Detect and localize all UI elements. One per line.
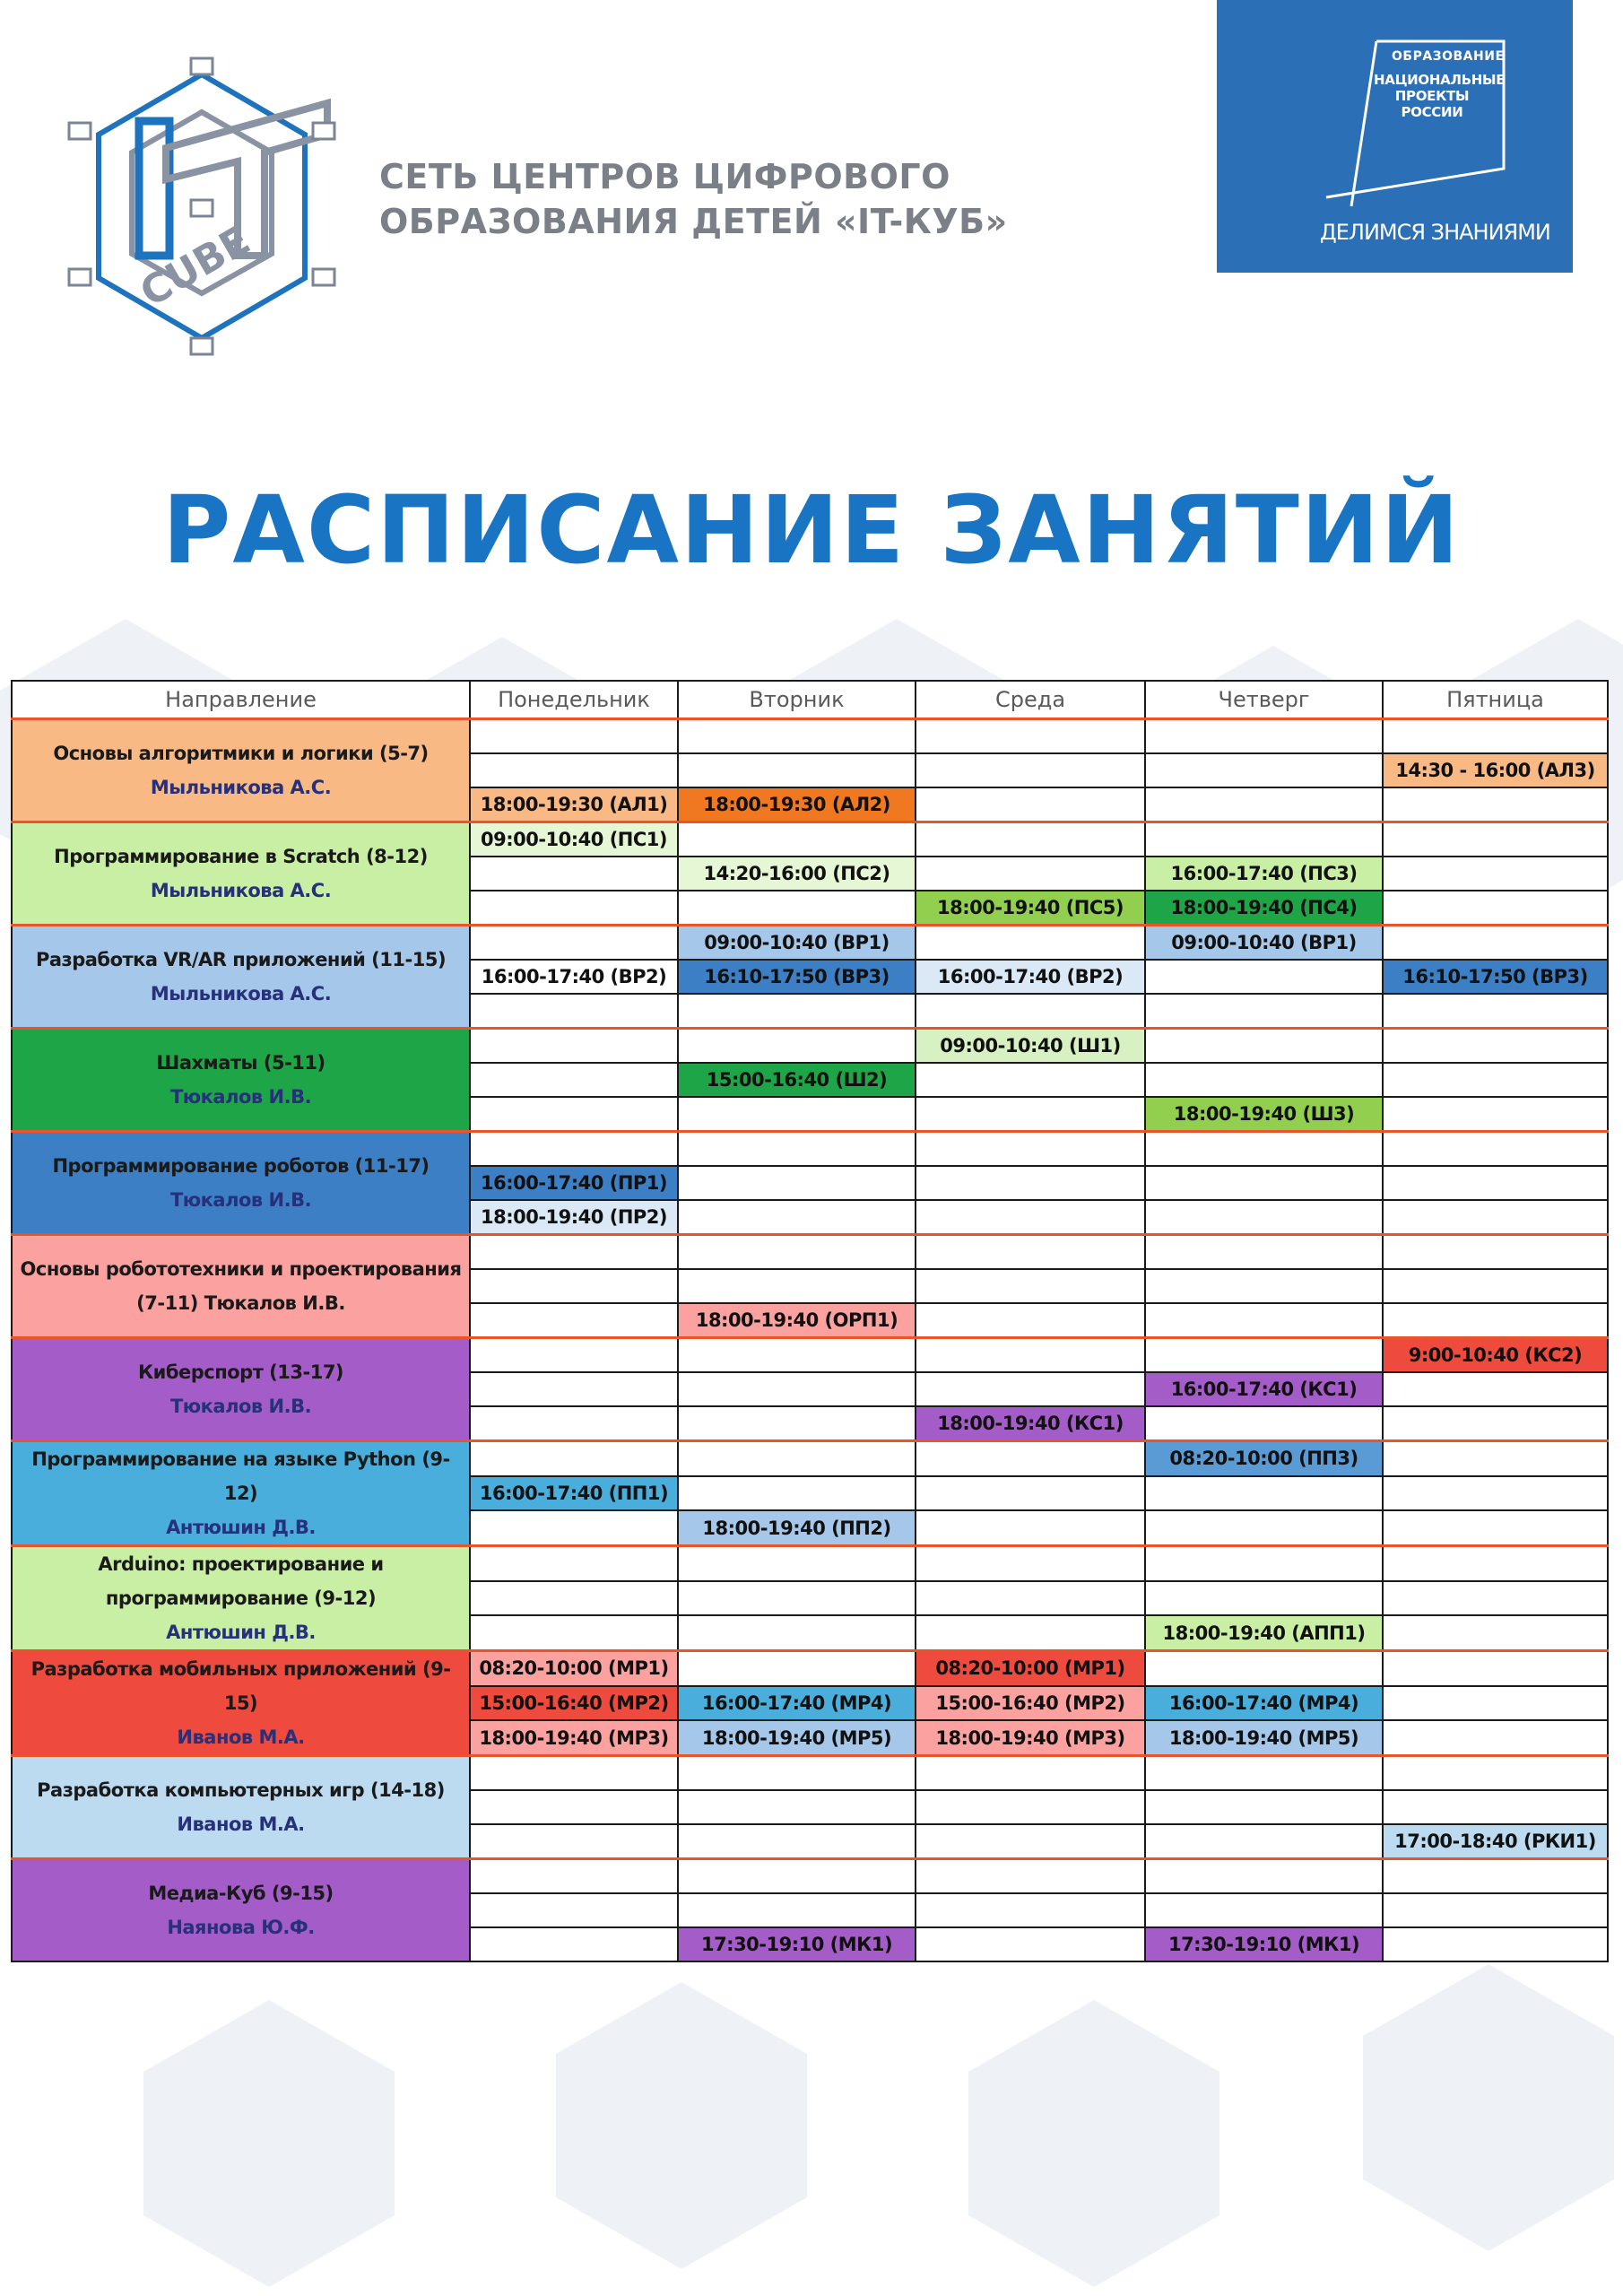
schedule-cell xyxy=(678,1269,916,1303)
direction-teacher: Иванов М.А. xyxy=(177,1813,305,1835)
schedule-cell xyxy=(678,753,916,787)
schedule-cell xyxy=(916,1859,1145,1894)
schedule-cell xyxy=(1145,1581,1383,1616)
schedule-cell: 18:00-19:40 (АПП1) xyxy=(1145,1615,1383,1650)
direction-name: Разработка мобильных приложений (9-15) xyxy=(30,1658,451,1714)
table-row xyxy=(12,1132,1608,1167)
table-row xyxy=(12,1546,1608,1581)
schedule-cell xyxy=(916,719,1145,754)
schedule-cell xyxy=(1383,719,1608,754)
schedule-cell xyxy=(678,1132,916,1167)
schedule-cell xyxy=(1145,1790,1383,1824)
schedule-cell xyxy=(1145,719,1383,754)
schedule-cell: 15:00-16:40 (Ш2) xyxy=(678,1063,916,1097)
schedule-cell xyxy=(470,1615,678,1650)
schedule-cell: 16:00-17:40 (МР4) xyxy=(678,1686,916,1721)
direction-name: Разработка VR/AR приложений (11-15) xyxy=(35,949,447,970)
direction-cell xyxy=(12,1441,470,1546)
schedule-cell xyxy=(470,1546,678,1581)
direction-teacher: Антюшин Д.В. xyxy=(166,1517,316,1538)
schedule-cell: 18:00-19:40 (Ш3) xyxy=(1145,1097,1383,1132)
schedule-cell xyxy=(678,994,916,1029)
schedule-body xyxy=(12,719,1608,1962)
schedule-cell xyxy=(470,1510,678,1545)
schedule-cell: 09:00-10:40 (ПС1) xyxy=(470,822,678,857)
schedule-cell: 18:00-19:30 (АЛ2) xyxy=(678,787,916,822)
table-row xyxy=(12,1756,1608,1791)
schedule-cell xyxy=(916,1510,1145,1545)
direction-teacher: Наянова Ю.Ф. xyxy=(167,1917,315,1938)
schedule-cell xyxy=(678,1476,916,1511)
schedule-cell xyxy=(1383,1720,1608,1755)
schedule-cell xyxy=(678,1651,916,1686)
schedule-cell: 09:00-10:40 (ВР1) xyxy=(678,926,916,961)
schedule-cell xyxy=(1145,1756,1383,1791)
schedule-cell xyxy=(470,1097,678,1132)
schedule-cell xyxy=(1383,926,1608,961)
schedule-cell xyxy=(916,1200,1145,1235)
schedule-cell xyxy=(470,1581,678,1616)
direction-cell xyxy=(12,1651,470,1756)
schedule-cell xyxy=(1145,1859,1383,1894)
direction-teacher: Антюшин Д.В. xyxy=(166,1622,316,1643)
schedule-cell xyxy=(678,1235,916,1270)
direction-name: Основы алгоритмики и логики (5-7) xyxy=(53,743,429,764)
schedule-cell xyxy=(1145,1824,1383,1859)
schedule-cell xyxy=(916,1269,1145,1303)
col-header: Пятница xyxy=(1383,681,1608,719)
schedule-cell xyxy=(916,1756,1145,1791)
schedule-cell xyxy=(470,1132,678,1167)
schedule-cell: 9:00-10:40 (КС2) xyxy=(1383,1338,1608,1373)
schedule-cell xyxy=(1145,1510,1383,1545)
schedule-cell: 18:00-19:40 (ОРП1) xyxy=(678,1303,916,1338)
direction-teacher: Иванов М.А. xyxy=(177,1726,305,1748)
schedule-cell xyxy=(1145,960,1383,994)
schedule-cell xyxy=(916,1097,1145,1132)
badge-top-text: ОБРАЗОВАНИЕ xyxy=(1392,49,1505,64)
badge-mid-line2: ПРОЕКТЫ xyxy=(1394,88,1470,104)
schedule-cell xyxy=(916,994,1145,1029)
schedule-cell xyxy=(1383,1132,1608,1167)
schedule-cell xyxy=(916,1132,1145,1167)
schedule-cell xyxy=(1145,1200,1383,1235)
schedule-cell xyxy=(916,1927,1145,1961)
direction-cell xyxy=(12,1338,470,1441)
schedule-cell xyxy=(1145,787,1383,822)
schedule-cell: 09:00-10:40 (Ш1) xyxy=(916,1029,1145,1064)
direction-cell xyxy=(12,1859,470,1962)
schedule-cell xyxy=(470,857,678,891)
direction-cell xyxy=(12,1756,470,1859)
schedule-cell xyxy=(916,1372,1145,1406)
schedule-cell: 16:00-17:40 (ВР2) xyxy=(470,960,678,994)
direction-name: Шахматы (5-11) xyxy=(156,1052,325,1074)
schedule-cell xyxy=(470,1063,678,1097)
schedule-cell xyxy=(1145,1893,1383,1927)
schedule-cell: 17:30-19:10 (МК1) xyxy=(1145,1927,1383,1961)
schedule-cell xyxy=(1145,1338,1383,1373)
schedule-cell xyxy=(916,857,1145,891)
schedule-cell: 16:00-17:40 (ПП1) xyxy=(470,1476,678,1511)
direction-teacher: Тюкалов И.В. xyxy=(169,1189,312,1211)
direction-teacher: Тюкалов И.В. xyxy=(169,1086,312,1108)
direction-name: Основы робототехники и проектирования (7-11) Тюкалов И.В. xyxy=(20,1258,462,1314)
national-projects-badge xyxy=(1217,0,1573,273)
schedule-cell xyxy=(1383,787,1608,822)
direction-cell xyxy=(12,719,470,822)
schedule-cell xyxy=(678,1406,916,1441)
schedule-cell xyxy=(1383,1893,1608,1927)
schedule-cell xyxy=(916,1581,1145,1616)
schedule-cell xyxy=(1145,1546,1383,1581)
schedule-cell xyxy=(916,1824,1145,1859)
direction-name: Arduino: проектирование и программирование (9-12) xyxy=(98,1553,384,1609)
schedule-cell xyxy=(916,1338,1145,1373)
schedule-cell xyxy=(470,719,678,754)
schedule-cell xyxy=(678,1029,916,1064)
badge-bottom-text: ДЕЛИМСЯ ЗНАНИЯМИ xyxy=(1320,220,1550,245)
schedule-cell xyxy=(470,1756,678,1791)
schedule-cell xyxy=(678,1200,916,1235)
schedule-cell xyxy=(470,1029,678,1064)
badge-mid-line1: НАЦИОНАЛЬНЫЕ xyxy=(1374,72,1506,88)
schedule-cell xyxy=(1383,1303,1608,1338)
col-header: Среда xyxy=(916,681,1145,719)
schedule-cell: 18:00-19:40 (МР3) xyxy=(916,1720,1145,1755)
org-name-line2: ОБРАЗОВАНИЯ ДЕТЕЙ «IT-КУБ» xyxy=(379,202,1008,241)
schedule-cell: 16:00-17:40 (КС1) xyxy=(1145,1372,1383,1406)
schedule-cell: 17:00-18:40 (РКИ1) xyxy=(1383,1824,1608,1859)
schedule-cell: 14:20-16:00 (ПС2) xyxy=(678,857,916,891)
schedule-cell xyxy=(916,1893,1145,1927)
schedule-cell: 18:00-19:40 (МР3) xyxy=(470,1720,678,1755)
direction-name: Программирование в Scratch (8-12) xyxy=(54,846,428,867)
schedule-cell xyxy=(470,1235,678,1270)
table-row xyxy=(12,719,1608,754)
header-row xyxy=(12,681,1608,719)
schedule-cell: 18:00-19:40 (ПП2) xyxy=(678,1510,916,1545)
schedule-cell xyxy=(1383,1166,1608,1200)
schedule-cell xyxy=(1145,1132,1383,1167)
schedule-cell xyxy=(1383,1200,1608,1235)
schedule-cell xyxy=(1383,1476,1608,1511)
direction-name: Киберспорт (13-17) xyxy=(137,1361,344,1383)
svg-text:CUBE: CUBE xyxy=(133,217,258,317)
schedule-cell xyxy=(678,1893,916,1927)
schedule-cell: 18:00-19:40 (МР5) xyxy=(1145,1720,1383,1755)
schedule-cell xyxy=(916,1790,1145,1824)
table-row xyxy=(12,1338,1608,1373)
schedule-cell xyxy=(1383,857,1608,891)
direction-teacher: Мыльникова А.С. xyxy=(150,880,332,901)
schedule-cell xyxy=(470,994,678,1029)
schedule-cell xyxy=(1383,1406,1608,1441)
schedule-cell: 16:00-17:40 (ПС3) xyxy=(1145,857,1383,891)
schedule-cell xyxy=(678,1441,916,1476)
table-row xyxy=(12,1235,1608,1270)
schedule-cell xyxy=(1383,1546,1608,1581)
schedule-cell xyxy=(1145,822,1383,857)
schedule-cell xyxy=(1383,822,1608,857)
schedule-cell xyxy=(1145,1303,1383,1338)
schedule-cell xyxy=(1383,1097,1608,1132)
schedule-cell: 08:20-10:00 (МР1) xyxy=(470,1651,678,1686)
direction-name: Программирование роботов (11-17) xyxy=(52,1155,430,1177)
direction-cell xyxy=(12,926,470,1029)
table-row xyxy=(12,1441,1608,1476)
direction-cell xyxy=(12,1029,470,1132)
schedule-cell xyxy=(1145,1269,1383,1303)
schedule-cell xyxy=(916,1615,1145,1650)
direction-teacher: Мыльникова А.С. xyxy=(150,983,332,1004)
schedule-cell xyxy=(916,1166,1145,1200)
schedule-cell xyxy=(1383,1756,1608,1791)
schedule-cell xyxy=(678,1372,916,1406)
schedule-cell xyxy=(1383,1029,1608,1064)
schedule-cell xyxy=(1383,891,1608,926)
direction-cell xyxy=(12,1546,470,1651)
schedule-cell: 18:00-19:40 (МР5) xyxy=(678,1720,916,1755)
schedule-cell: 08:20-10:00 (МР1) xyxy=(916,1651,1145,1686)
schedule-cell xyxy=(1145,1406,1383,1441)
schedule-cell xyxy=(470,1406,678,1441)
table-row xyxy=(12,822,1608,857)
schedule-cell xyxy=(470,1893,678,1927)
schedule-cell: 18:00-19:30 (АЛ1) xyxy=(470,787,678,822)
schedule-cell: 17:30-19:10 (МК1) xyxy=(678,1927,916,1961)
schedule-cell: 16:00-17:40 (ПР1) xyxy=(470,1166,678,1200)
schedule-cell xyxy=(678,822,916,857)
badge-mid-text xyxy=(1374,72,1506,120)
schedule-cell xyxy=(470,1927,678,1961)
schedule-cell xyxy=(1145,1029,1383,1064)
schedule-cell: 18:00-19:40 (ПС4) xyxy=(1145,891,1383,926)
schedule-cell xyxy=(678,1338,916,1373)
direction-cell xyxy=(12,1132,470,1235)
schedule-cell xyxy=(1145,1063,1383,1097)
schedule-cell xyxy=(470,1338,678,1373)
schedule-cell xyxy=(916,1441,1145,1476)
schedule-cell xyxy=(916,926,1145,961)
schedule-cell: 16:00-17:40 (МР4) xyxy=(1145,1686,1383,1721)
table-row xyxy=(12,1651,1608,1686)
org-name xyxy=(379,154,1097,244)
schedule-cell xyxy=(470,926,678,961)
schedule-cell xyxy=(470,1859,678,1894)
schedule-cell xyxy=(678,1166,916,1200)
schedule-cell xyxy=(678,1546,916,1581)
schedule-cell xyxy=(1145,1235,1383,1270)
schedule-cell: 08:20-10:00 (ПП3) xyxy=(1145,1441,1383,1476)
schedule-cell xyxy=(916,822,1145,857)
col-header: Четверг xyxy=(1145,681,1383,719)
schedule-cell xyxy=(470,1824,678,1859)
schedule-cell xyxy=(916,753,1145,787)
direction-name: Программирование на языке Python (9-12) xyxy=(31,1448,450,1504)
schedule-cell xyxy=(1383,1790,1608,1824)
schedule-cell xyxy=(1145,994,1383,1029)
schedule-cell xyxy=(678,719,916,754)
schedule-cell xyxy=(916,1546,1145,1581)
schedule-cell xyxy=(1145,1651,1383,1686)
schedule-cell xyxy=(678,1790,916,1824)
schedule-cell xyxy=(1383,1441,1608,1476)
schedule-cell xyxy=(678,1097,916,1132)
schedule-cell: 18:00-19:40 (ПР2) xyxy=(470,1200,678,1235)
schedule-cell xyxy=(678,1824,916,1859)
schedule-cell xyxy=(470,1303,678,1338)
schedule-cell xyxy=(678,1756,916,1791)
direction-teacher: Тюкалов И.В. xyxy=(169,1396,312,1417)
schedule-cell xyxy=(916,1476,1145,1511)
schedule-cell: 15:00-16:40 (МР2) xyxy=(916,1686,1145,1721)
schedule-cell: 09:00-10:40 (ВР1) xyxy=(1145,926,1383,961)
table-row xyxy=(12,1859,1608,1894)
schedule-cell xyxy=(1383,1615,1608,1650)
schedule-cell: 18:00-19:40 (КС1) xyxy=(916,1406,1145,1441)
org-name-line1: СЕТЬ ЦЕНТРОВ ЦИФРОВОГО xyxy=(379,157,950,196)
schedule-cell xyxy=(1383,1510,1608,1545)
col-header: Вторник xyxy=(678,681,916,719)
schedule-cell: 16:10-17:50 (ВР3) xyxy=(678,960,916,994)
badge-mid-line3: РОССИИ xyxy=(1401,104,1463,120)
schedule-cell xyxy=(470,1790,678,1824)
direction-name: Разработка компьютерных игр (14-18) xyxy=(37,1779,445,1801)
schedule-cell xyxy=(1383,994,1608,1029)
schedule-cell xyxy=(1383,1686,1608,1721)
schedule-cell xyxy=(470,1372,678,1406)
it-cube-logo xyxy=(67,49,336,363)
schedule-cell xyxy=(470,891,678,926)
schedule-cell xyxy=(1383,1859,1608,1894)
schedule-table xyxy=(11,680,1609,1962)
schedule-cell xyxy=(1383,1581,1608,1616)
schedule-cell: 18:00-19:40 (ПС5) xyxy=(916,891,1145,926)
schedule-cell xyxy=(470,753,678,787)
schedule-cell: 16:00-17:40 (ВР2) xyxy=(916,960,1145,994)
schedule-cell xyxy=(916,787,1145,822)
schedule-cell xyxy=(1145,1476,1383,1511)
schedule-cell xyxy=(1383,1372,1608,1406)
schedule-cell: 15:00-16:40 (МР2) xyxy=(470,1686,678,1721)
direction-teacher: Мыльникова А.С. xyxy=(150,777,332,798)
direction-cell xyxy=(12,1235,470,1338)
schedule-cell xyxy=(1145,753,1383,787)
schedule-cell xyxy=(916,1235,1145,1270)
schedule-cell xyxy=(678,891,916,926)
schedule-cell: 14:30 - 16:00 (АЛ3) xyxy=(1383,753,1608,787)
schedule-cell xyxy=(1383,1927,1608,1961)
direction-cell xyxy=(12,822,470,926)
schedule-cell xyxy=(678,1615,916,1650)
table-row xyxy=(12,1029,1608,1064)
schedule-cell xyxy=(470,1269,678,1303)
schedule-cell xyxy=(916,1063,1145,1097)
schedule-cell xyxy=(1383,1651,1608,1686)
schedule-cell xyxy=(678,1859,916,1894)
schedule-cell xyxy=(470,1441,678,1476)
schedule-cell: 16:10-17:50 (ВР3) xyxy=(1383,960,1608,994)
col-header: Понедельник xyxy=(470,681,678,719)
schedule-cell xyxy=(1383,1269,1608,1303)
direction-name: Медиа-Куб (9-15) xyxy=(148,1883,334,1904)
schedule-cell xyxy=(916,1303,1145,1338)
schedule-cell xyxy=(678,1581,916,1616)
table-row xyxy=(12,926,1608,961)
page-title: РАСПИСАНИЕ ЗАНЯТИЙ xyxy=(162,475,1461,585)
col-header: Направление xyxy=(12,681,470,719)
schedule-cell xyxy=(1383,1063,1608,1097)
schedule-cell xyxy=(1145,1166,1383,1200)
schedule-cell xyxy=(1383,1235,1608,1270)
